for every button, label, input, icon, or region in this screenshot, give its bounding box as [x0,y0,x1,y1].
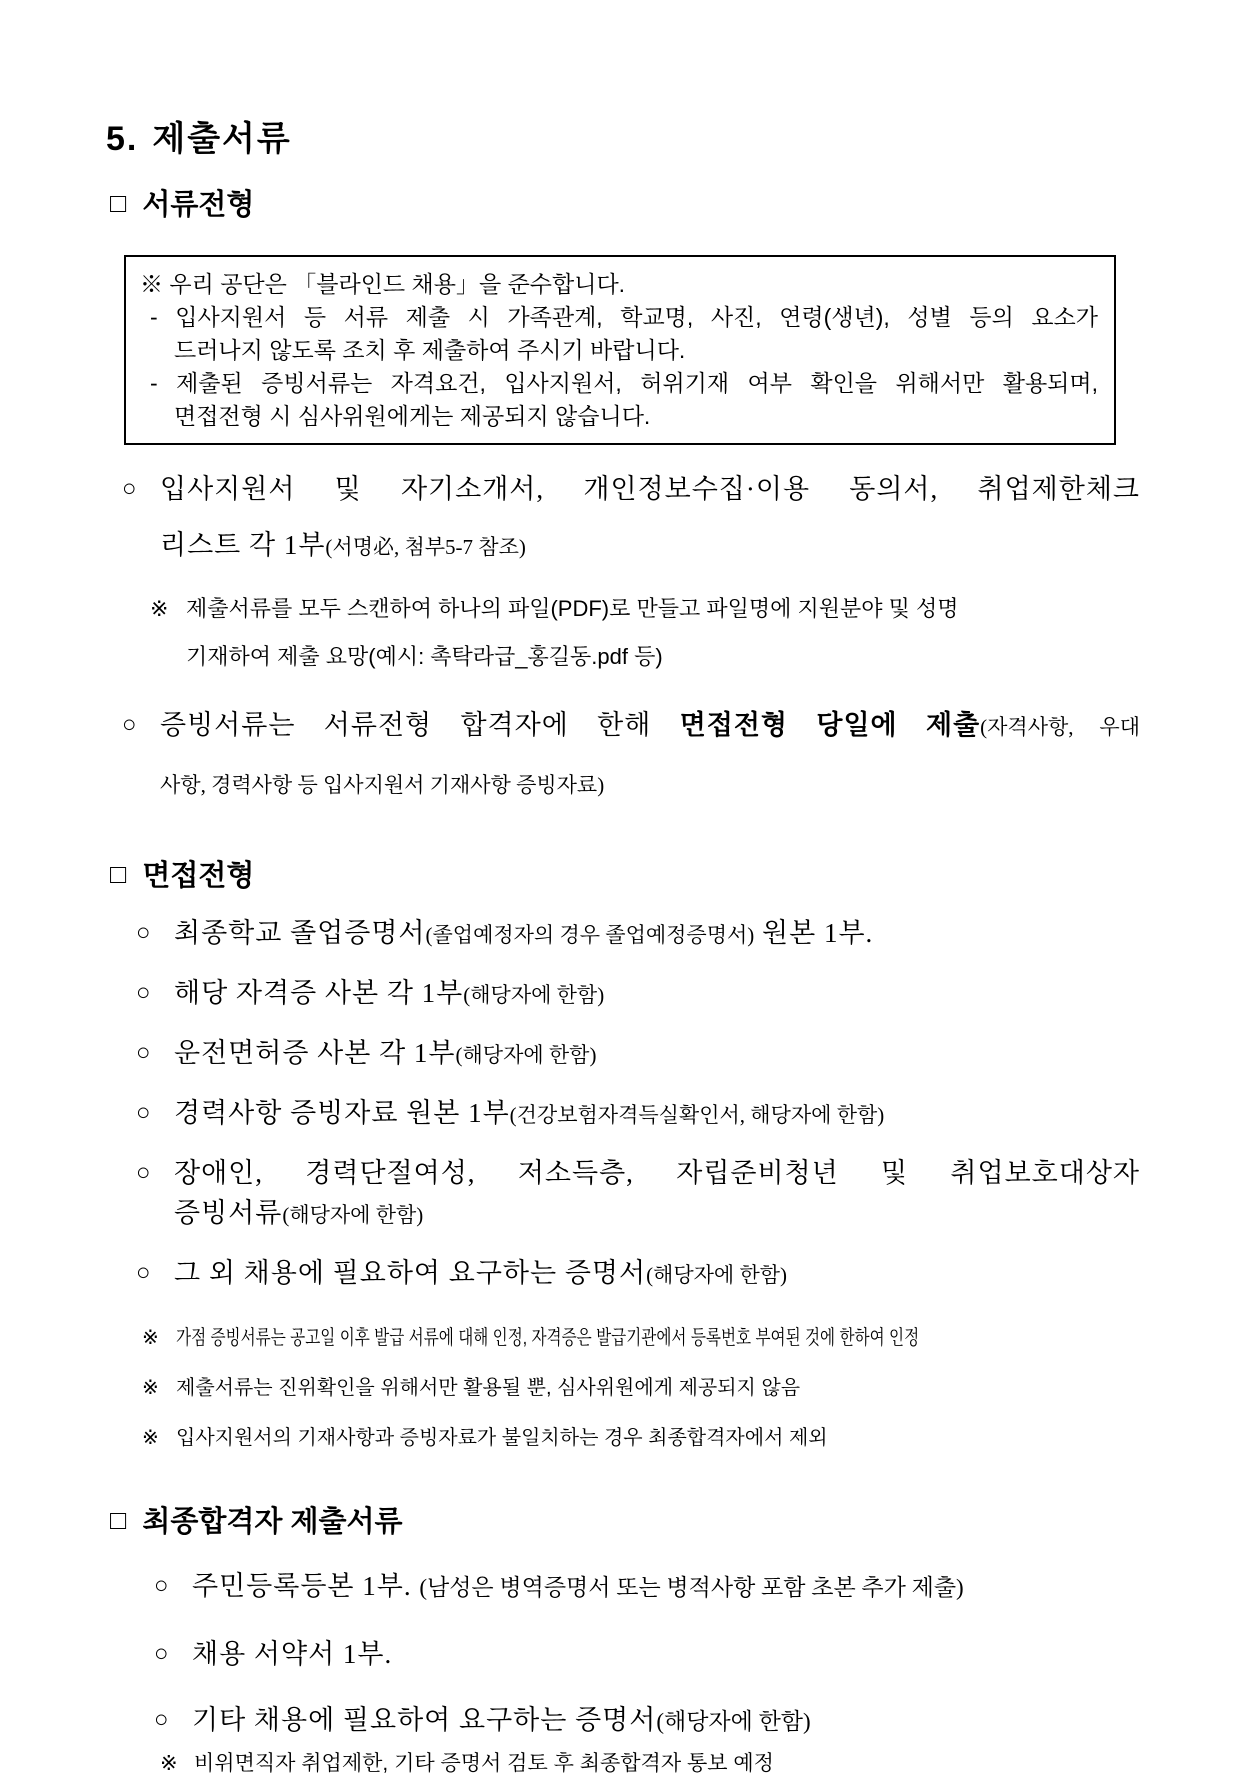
heading-final-documents [110,1503,1140,1541]
notice-text: 면접전형 시 심사위원에게는 제공되지 않습니다. [174,403,651,429]
note-icon: ※ [140,271,163,297]
note-mismatch-exclusion [142,1423,1140,1453]
list-item-line [160,697,1140,755]
list-item-line: 채용 서약서 1부. [192,1639,393,1669]
list-item-main: 리스트 각 1부 [160,530,326,560]
circle-bullet-icon: ○ [136,1040,151,1066]
list-item-main: 운전면허증 사본 각 1부 [174,1038,456,1068]
list-item-career-proof [136,1093,1140,1135]
list-item-paren: (남성은 병역증명서 또는 병적사항 포함 초본 추가 제출) [419,1575,964,1600]
note-icon: ※ [150,596,169,621]
notice-line [140,301,1098,334]
list-item-text [160,461,1140,575]
section-final-documents [106,1503,1140,1781]
page-title [106,118,1140,160]
note-line: 제출서류를 모두 스캔하여 하나의 파일(PDF)로 만들고 파일명에 지원분야 및 성명 [186,596,959,621]
notice-line [140,268,1098,301]
note-icon: ※ [142,1327,159,1349]
list-item-main: 최종학교 졸업증명서 [174,918,426,948]
list-item-paren: (자격사항, 우대 [980,715,1140,739]
list-item-employment-pledge [154,1633,1140,1675]
list-item-paren: (해당자에 한함) [656,1709,811,1734]
note-verification-only [142,1373,1140,1403]
list-item-main: 증빙서류 [174,1198,283,1228]
heading-label: 서류전형 [142,189,255,221]
notice-text: 드러나지 않도록 조치 후 제출하여 주시기 바랍니다. [174,337,686,363]
list-item-text [160,697,1140,813]
list-item-line [160,517,1140,575]
list-item-main: 그 외 채용에 필요하여 요구하는 증명서 [174,1258,647,1288]
note-icon: ※ [160,1752,178,1775]
list-item-other-certificates [136,1253,1140,1295]
notice-line [140,367,1098,400]
list-item-main: 경력사항 증빙자료 원본 1부 [174,1098,510,1128]
list-item-main: 주민등록등본 1부. [192,1571,420,1601]
list-item-line [174,1033,1140,1075]
section-title-text: 제출서류 [152,120,292,158]
circle-bullet-icon: ○ [154,1707,169,1733]
list-item-main: 증빙서류는 서류전형 합격자에 한해 [160,710,680,740]
square-bullet-icon: □ [110,1505,127,1535]
heading-interview [110,857,1140,895]
interview-notes [142,1323,1140,1453]
square-bullet-icon: □ [110,188,127,218]
note-pdf-file [150,585,1140,681]
list-item-paren: (해당자에 한함) [463,983,605,1007]
list-item-paren: (건강보험자격득실확인서, 해당자에 한함) [509,1103,885,1127]
list-item-paren: (해당자에 한함) [282,1203,424,1227]
note-text [186,585,958,681]
list-item-paren: (서명必, 첨부5-7 참조) [325,535,526,559]
list-item-application-forms [122,461,1140,575]
list-item-paren: (해당자에 한함) [455,1043,597,1067]
note-bonus-docs [142,1323,1140,1353]
section-interview [106,857,1140,1453]
circle-bullet-icon: ○ [136,1160,151,1186]
note-line: 기재하여 제출 요망(예시: 촉탁라급_홍길동.pdf 등) [186,644,663,669]
circle-bullet-icon: ○ [154,1641,169,1667]
heading-label: 면접전형 [142,860,255,892]
heading-document-screening [110,186,1140,224]
dash-icon: - [150,370,158,396]
list-item-tail: 원본 1부. [754,918,874,948]
note-text: 비위면직자 취업제한, 기타 증명서 검토 후 최종합격자 통보 예정 [194,1752,774,1775]
note-icon: ※ [142,1377,159,1399]
list-item-main: 기타 채용에 필요하여 요구하는 증명서 [192,1705,657,1735]
list-item-paren: 사항, 경력사항 등 입사지원서 기재사항 증빙자료) [160,773,605,797]
list-item-resident-register [154,1565,1140,1609]
note-text: 가점 증빙서류는 공고일 이후 발급 서류에 대해 인정, 자격증은 발급기관에서 등록번호 부여된 것에 한하여 인정 [176,1327,920,1349]
list-item-line [174,1253,1140,1295]
dash-icon: - [150,304,158,330]
list-item-line [192,1699,1140,1743]
list-item-main: 해당 자격증 사본 각 1부 [174,978,464,1008]
list-item-paren: (졸업예정자의 경우 졸업예정증명서) [425,923,755,947]
list-item-line [174,973,1140,1015]
list-item-line [174,1193,1140,1235]
notice-text: 제출된 증빙서류는 자격요건, 입사지원서, 허위기재 여부 확인을 위해서만 활용되며, [176,370,1098,396]
list-item-diploma [136,913,1140,955]
note-text: 입사지원서의 기재사항과 증빙자료가 불일치하는 경우 최종합격자에서 제외 [176,1427,828,1449]
circle-bullet-icon: ○ [136,920,151,946]
circle-bullet-icon: ○ [136,1100,151,1126]
list-item-certificates [136,973,1140,1015]
circle-bullet-icon: ○ [136,1260,151,1286]
list-item-line [192,1565,1140,1609]
circle-bullet-icon: ○ [122,476,137,502]
circle-bullet-icon: ○ [122,712,137,738]
section-number: 5. [106,120,139,158]
list-item-other-required [154,1699,1140,1743]
list-item-emphasis: 면접전형 당일에 제출 [679,710,981,740]
list-item-line: 입사지원서 및 자기소개서, 개인정보수집·이용 동의서, 취업제한체크 [160,474,1140,504]
note-icon: ※ [142,1427,159,1449]
notice-line [140,400,1098,433]
square-bullet-icon: □ [110,859,127,889]
notice-line [140,334,1098,367]
list-item-paren: (해당자에 한함) [646,1263,788,1287]
note-text: 제출서류는 진위확인을 위해서만 활용될 뿐, 심사위원에게 제공되지 않음 [176,1377,801,1399]
circle-bullet-icon: ○ [154,1573,169,1599]
heading-label: 최종합격자 제출서류 [142,1506,403,1538]
list-item-line: 장애인, 경력단절여성, 저소득층, 자립준비청년 및 취업보호대상자 [174,1158,1140,1188]
blind-hiring-notice-box [124,255,1116,445]
notice-text: 우리 공단은 「블라인드 채용」을 준수합니다. [169,271,626,297]
list-item-line [160,755,1140,813]
list-item-line [174,913,1140,955]
list-item-supporting-docs [122,697,1140,813]
list-item-line [174,1093,1140,1135]
notice-text: 입사지원서 등 서류 제출 시 가족관계, 학교명, 사진, 연령(생년), 성별 등의 요소가 [175,304,1098,330]
circle-bullet-icon: ○ [136,980,151,1006]
note-final-notification [160,1747,1140,1781]
list-item-drivers-license [136,1033,1140,1075]
list-item-protected-groups [136,1153,1140,1235]
